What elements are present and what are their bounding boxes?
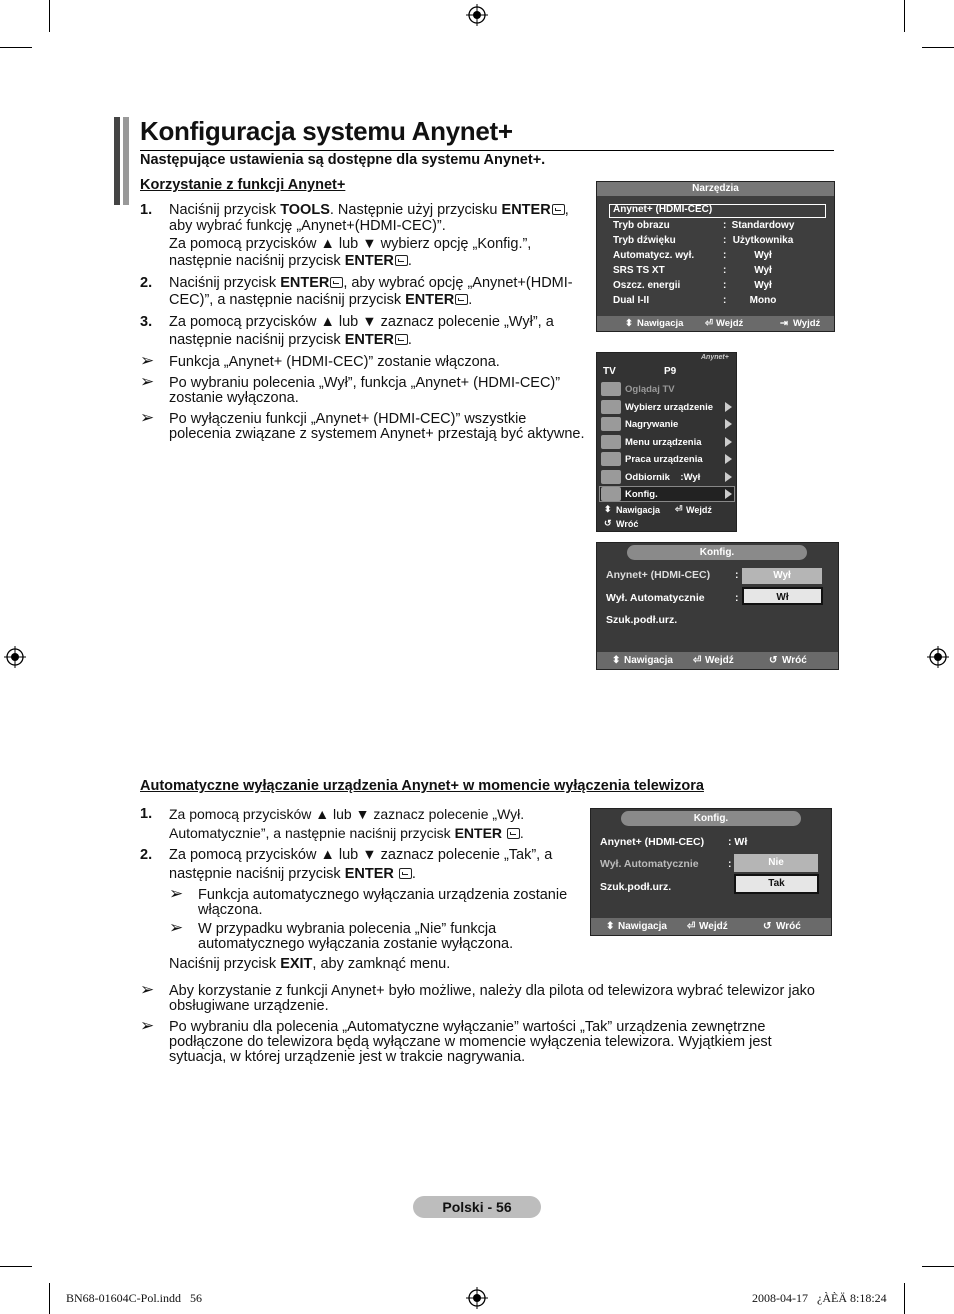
- enter-icon: [399, 868, 412, 879]
- note-text: Funkcja automatycznego wyłączania urządzenia zostanie: [198, 887, 568, 903]
- receiver-icon: [601, 470, 621, 484]
- enter-icon: [455, 294, 468, 305]
- config-row-value: : Wł: [728, 836, 748, 848]
- anynet-menu-item: Nagrywanie: [625, 419, 679, 430]
- registration-mark-icon: [927, 646, 949, 668]
- tools-menu-row-sep: :: [723, 235, 727, 246]
- step-text: Za pomocą przycisków ▲ lub ▼ zaznacz polecenie „Tak”, a: [169, 847, 553, 863]
- page-number: Polski - 56: [413, 1196, 541, 1218]
- enter-icon: [395, 334, 408, 345]
- crop-mark: [904, 0, 905, 32]
- config-menu-screenshot-2: [590, 808, 832, 936]
- page-title: Konfiguracja systemu Anynet+: [140, 116, 513, 146]
- submenu-arrow-icon: [725, 454, 732, 464]
- config-menu-header: Konfig.: [627, 545, 807, 560]
- enter-icon: ⏎: [675, 504, 683, 514]
- nav-icon: ⬍: [604, 504, 612, 514]
- note-arrow-icon: ➢: [140, 1016, 155, 1035]
- note-arrow-icon: ➢: [169, 918, 184, 937]
- config-row-label: Anynet+ (HDMI-CEC): [606, 569, 711, 581]
- note-text: W przypadku wybrania polecenia „Nie” funkcja: [198, 921, 497, 937]
- enter-icon: [552, 204, 565, 215]
- note-arrow-icon: ➢: [140, 351, 155, 370]
- tools-menu-header: Narzędzia: [597, 182, 834, 196]
- step-text: Za pomocą przycisków ▲ lub ▼ wybierz opcję „Konfig.”,: [169, 236, 532, 252]
- back-icon: ↺: [604, 518, 612, 528]
- nav-icon: ⬍: [612, 655, 621, 666]
- tools-menu-row-label: SRS TS XT: [613, 265, 665, 276]
- registration-mark-icon: [4, 646, 26, 668]
- title-accent-bar: [114, 117, 120, 205]
- enter-icon: [395, 255, 408, 266]
- enter-icon: [330, 277, 343, 288]
- tools-menu-row-sep: :: [723, 295, 727, 306]
- note-text: Po wybraniu dla polecenia „Automatyczne wyłączanie” wartości „Tak” urządzenia zewnętrzne: [169, 1019, 766, 1035]
- config-menu-footer: ⬍ Nawigacja ⏎ Wejdź ↺ Wróć: [591, 918, 831, 935]
- anynet-menu-item: Menu urządzenia: [625, 436, 702, 448]
- tools-menu-row-label: Automatycz. wył.: [613, 250, 695, 261]
- config-row-label: Wył. Automatycznie: [600, 858, 699, 870]
- submenu-arrow-icon: [725, 489, 732, 499]
- config-menu-header: Konfig.: [621, 811, 801, 826]
- section-heading: Automatyczne wyłączanie urządzenia Anynet+ w momencie wyłączenia telewizora: [140, 778, 704, 794]
- anynet-menu-screenshot: [596, 352, 737, 532]
- crop-mark: [0, 1266, 32, 1267]
- note-arrow-icon: ➢: [140, 980, 155, 999]
- tools-menu-row-value: Wył: [754, 250, 772, 261]
- step-number: 1.: [140, 202, 153, 218]
- step-number: 2.: [140, 275, 153, 291]
- crop-mark: [0, 47, 32, 48]
- submenu-arrow-icon: [725, 437, 732, 447]
- step-text: CEC)”, a następnie naciśnij przycisk ENTER .: [169, 292, 473, 308]
- step-text: Automatycznie”, a następnie naciśnij przycisk ENTER .: [169, 825, 524, 841]
- print-file-label: BN68-01604C-Pol.indd 56: [66, 1291, 203, 1305]
- tools-menu-row-value: Wył: [754, 280, 772, 291]
- tools-menu-row-value: Mono: [749, 295, 777, 306]
- config-row-sep: :: [735, 569, 739, 581]
- title-accent-bar: [123, 117, 129, 205]
- tools-menu-screenshot: [596, 181, 835, 332]
- note-arrow-icon: ➢: [140, 372, 155, 391]
- tools-menu-row-sep: :: [723, 250, 727, 261]
- note-text: automatycznego wyłączania zostanie wyłączona.: [198, 936, 514, 952]
- note-text: Aby korzystanie z funkcji Anynet+ było możliwe, należy dla pilota od telewizora wybrać telewizor jako: [169, 983, 815, 999]
- operation-icon: [601, 452, 621, 466]
- tools-menu-row-label: Dual I-II: [613, 295, 650, 306]
- device-icon: [601, 400, 621, 414]
- config-row-label: Wył. Automatycznie: [606, 592, 705, 604]
- step-text: Naciśnij przycisk TOOLS. Następnie użyj przycisku ENTER ,: [169, 202, 569, 218]
- gear-icon: [601, 487, 621, 501]
- tools-menu-row-value: Standardowy: [731, 220, 795, 231]
- back-icon: ↺: [763, 921, 772, 932]
- config-row-sep: :: [735, 592, 739, 604]
- step-number: 1.: [140, 806, 153, 822]
- intro-text: Następujące ustawienia są dostępne dla systemu Anynet+.: [140, 152, 546, 168]
- nav-icon: ⬍: [606, 921, 615, 932]
- tools-menu-row-sep: :: [723, 220, 727, 231]
- step-text: następnie naciśnij przycisk ENTER .: [169, 253, 412, 269]
- enter-icon: ⏎: [693, 655, 702, 666]
- anynet-menu-item: Konfig.: [625, 489, 658, 500]
- registration-mark-icon: [466, 4, 488, 26]
- tv-label: TV: [603, 366, 616, 377]
- note-text: polecenia związane z systemem Anynet+ przestają być aktywne.: [169, 426, 585, 442]
- anynet-logo: Anynet+: [701, 354, 729, 361]
- option-off: Wył: [742, 568, 822, 584]
- crop-mark: [922, 47, 954, 48]
- step-text: Za pomocą przycisków ▲ lub ▼ zaznacz polecenie „Wył.: [169, 806, 525, 822]
- title-divider: [140, 150, 834, 151]
- submenu-arrow-icon: [725, 472, 732, 482]
- step-text: aby wybrać funkcję „Anynet+(HDMI-CEC)”.: [169, 218, 446, 234]
- crop-mark: [904, 1283, 905, 1314]
- anynet-menu-item: Odbiornik :Wył: [625, 471, 701, 483]
- anynet-menu-item: Wybierz urządzenie: [625, 401, 713, 413]
- tv-icon: [601, 382, 621, 396]
- anynet-menu-item: Praca urządzenia: [625, 454, 703, 465]
- option-yes: Tak: [734, 874, 819, 894]
- option-no: Nie: [734, 854, 818, 872]
- config-menu-footer: ⬍ Nawigacja ⏎ Wejdź ↺ Wróć: [597, 652, 838, 669]
- config-row-sep: :: [728, 858, 732, 870]
- step-text: następnie naciśnij przycisk ENTER .: [169, 866, 416, 882]
- nav-icon: ⬍: [625, 318, 633, 329]
- record-icon: [601, 417, 621, 431]
- tools-menu-row-sep: :: [723, 280, 727, 291]
- step-text: następnie naciśnij przycisk ENTER .: [169, 332, 412, 348]
- note-text: zostanie wyłączona.: [169, 390, 299, 406]
- tools-menu-row-label: Tryb dźwięku: [613, 235, 676, 246]
- anynet-menu-item: Oglądaj TV: [625, 384, 675, 395]
- enter-icon: ⏎: [687, 921, 696, 932]
- note-arrow-icon: ➢: [140, 408, 155, 427]
- menu-icon: [601, 435, 621, 449]
- enter-icon: [507, 828, 520, 839]
- step-text: Naciśnij przycisk EXIT, aby zamknąć menu.: [169, 956, 451, 972]
- step-number: 3.: [140, 314, 153, 330]
- step-number: 2.: [140, 847, 153, 863]
- print-date-label: 2008-04-17 ¿ÀÈÄ 8:18:24: [752, 1291, 887, 1305]
- step-text: Za pomocą przycisków ▲ lub ▼ zaznacz polecenie „Wył”, a: [169, 314, 554, 330]
- config-row-label: Anynet+ (HDMI-CEC): [600, 836, 705, 848]
- enter-icon: ⏎: [705, 318, 713, 329]
- exit-icon: ⇥: [780, 318, 788, 329]
- crop-mark: [49, 0, 50, 32]
- registration-mark-icon: [466, 1287, 488, 1309]
- tools-menu-row-value: Wył: [754, 265, 772, 276]
- config-row-label: Szuk.podł.urz.: [606, 614, 678, 626]
- tools-menu-row-label: Oszcz. energii: [613, 280, 681, 291]
- tools-menu-selected-label: Anynet+ (HDMI-CEC): [613, 204, 713, 215]
- note-text: sytuacja, w której urządzenie jest w trakcie nagrywania.: [169, 1049, 526, 1065]
- note-text: włączona.: [198, 902, 263, 918]
- crop-mark: [49, 1283, 50, 1314]
- option-on: Wł: [742, 587, 823, 605]
- tools-menu-row-value: Użytkownika: [732, 235, 794, 246]
- note-text: Funkcja „Anynet+ (HDMI-CEC)” zostanie włączona.: [169, 354, 500, 370]
- note-arrow-icon: ➢: [169, 884, 184, 903]
- note-text: obsługiwane urządzenie.: [169, 998, 329, 1014]
- tools-menu-row-label: Tryb obrazu: [613, 220, 670, 231]
- tools-menu-footer: ⬍ Nawigacja ⏎ Wejdź ⇥ Wyjdź: [597, 316, 834, 331]
- note-text: Po wybraniu polecenia „Wył”, funkcja „Anynet+ (HDMI-CEC)”: [169, 375, 561, 391]
- note-text: podłączone do telewizora będą wyłączane w momencie wyłączenia telewizora. Wyjątkiem jest: [169, 1034, 772, 1050]
- config-row-label: Szuk.podł.urz.: [600, 881, 672, 893]
- step-text: Naciśnij przycisk ENTER , aby wybrać opcję „Anynet+(HDMI-: [169, 275, 573, 291]
- section-heading: Korzystanie z funkcji Anynet+: [140, 177, 346, 193]
- crop-mark: [922, 1266, 954, 1267]
- back-icon: ↺: [769, 655, 778, 666]
- anynet-menu-footer: ⬍ Nawigacja ⏎ Wejdź ↺ Wróć: [604, 504, 712, 529]
- config-menu-screenshot: [596, 542, 839, 670]
- note-text: Po wyłączeniu funkcji „Anynet+ (HDMI-CEC)” wszystkie: [169, 411, 527, 427]
- tools-menu-row-sep: :: [723, 265, 727, 276]
- submenu-arrow-icon: [725, 419, 732, 429]
- channel-label: P9: [664, 366, 677, 377]
- submenu-arrow-icon: [725, 402, 732, 412]
